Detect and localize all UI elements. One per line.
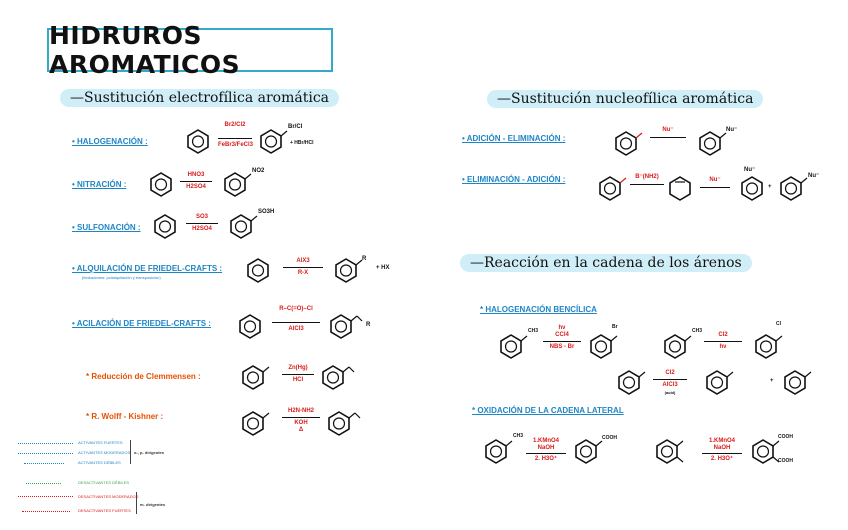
nitration-reagent-bottom: H2SO4 (186, 184, 206, 190)
elimination-addition-reagent2: Nu⁻ (709, 177, 721, 183)
benzylic-halogenation-label: * HALOGENACIÓN BENCÍLICA (480, 305, 597, 314)
side-chain-oxidation-label: * OXIDACIÓN DE LA CADENA LATERAL (472, 406, 624, 415)
legend-row: DESACTIVANTES DÉBILES (78, 480, 130, 485)
nitration-product: NO2 (252, 168, 265, 174)
sulfonation-label: • SULFONACIÓN : (72, 223, 141, 232)
toluene-icon (662, 333, 692, 359)
benzene-icon (245, 257, 271, 283)
wolff-kishner-label: * R. Wolff - Kishner : (86, 412, 164, 421)
clemmensen-label: * Reducción de Clemmensen : (86, 372, 201, 381)
sulfonation-reagent-top: SO3 (195, 214, 208, 220)
reaction-arrow (543, 341, 581, 342)
toluene-icon (498, 333, 528, 359)
plus-sign: + (768, 184, 772, 190)
chlorotoluene-icon (704, 369, 734, 395)
alkylation-reagent-bottom: R-X (297, 270, 309, 276)
oxidation-product: COOH (602, 435, 617, 441)
benzylic-r3-top: Cl2 (665, 370, 675, 376)
alkylation-label: • ALQUILACIÓN DE FRIEDEL-CRAFTS : (72, 264, 223, 273)
toluene-ch3: CH3 (528, 328, 539, 334)
page-title: HIDRUROS AROMATICOS (47, 28, 333, 72)
elimination-addition-label: • ELIMINACIÓN - ADICIÓN : (462, 175, 566, 184)
wolff-reagent-bottom: Δ (298, 427, 304, 433)
legend-structures (22, 508, 70, 512)
section-chain: —Reacción en la cadena de los árenos (460, 254, 752, 272)
aryl-halide-icon (597, 175, 623, 201)
elimination-addition-product1: Nu⁻ (744, 167, 756, 173)
alkylation-product: R (362, 256, 367, 262)
sulfonation-reagent-bottom: H2SO4 (192, 226, 212, 232)
addition-elimination-product: Nu⁻ (726, 127, 738, 133)
alkylation-reagent-top: AlX3 (296, 258, 310, 264)
acylbenzene-icon (328, 313, 364, 339)
benzoic-acid-icon (573, 438, 603, 464)
substituent-legend (18, 438, 166, 523)
legend-row: ACTIVANTES FUERTES (78, 440, 123, 445)
alkylation-note: (limitaciones: polialquilación y transposición) (82, 275, 161, 280)
acylation-reagent-bottom: AlCl3 (288, 326, 304, 332)
substituted-benzene-icon (778, 175, 804, 201)
reaction-arrow (704, 341, 742, 342)
reaction-arrow (180, 181, 212, 182)
nitrobenzene-icon (222, 171, 248, 197)
halogenation-product: Br/Cl (288, 124, 303, 130)
reaction-arrow (630, 184, 664, 185)
legend-bracket (136, 492, 139, 514)
sulfonation-product: SO3H (258, 209, 275, 215)
legend-row: DESACTIVANTES MODERADOS (78, 494, 139, 499)
legend-structures (18, 450, 73, 454)
clemmensen-reagent-bottom: HCl (292, 377, 304, 383)
halogenation-reagent-top: Br2/Cl2 (224, 122, 246, 128)
reaction-arrow (272, 322, 320, 323)
halogenation-reagent-bottom: FeBr3/FeCl3 (218, 142, 254, 148)
toluene-ch3: CH3 (692, 328, 703, 334)
nitration-reagent-top: HNO3 (187, 172, 205, 178)
substituted-benzene-icon (697, 130, 723, 156)
oxidation-reagent-top: 1.KMnO4 (708, 438, 735, 444)
legend-row: ACTIVANTES MODERADOS (78, 450, 131, 455)
benzene-icon (237, 313, 263, 339)
benzenesulfonic-acid-icon (228, 213, 254, 239)
reaction-arrow (700, 187, 730, 188)
benzylic-r3-bottom: AlCl3 (662, 382, 678, 388)
benzylic-r1-top: hν (558, 325, 566, 331)
benzylic-r2-bottom: hν (719, 344, 727, 350)
legend-row: DESACTIVANTES FUERTES (78, 508, 131, 513)
nitration-label: • NITRACIÓN : (72, 180, 127, 189)
benzene-icon (148, 171, 174, 197)
reaction-arrow (650, 137, 686, 138)
section-electrophilic: —Sustitución electrofílica aromática (60, 89, 339, 107)
legend-structures (18, 440, 73, 444)
reaction-arrow (702, 453, 742, 454)
clemmensen-reagent-top: Zn(Hg) (288, 365, 308, 371)
acylation-product: R (366, 322, 371, 328)
acylbenzene-icon (240, 364, 276, 390)
benzylic-r3-note: (acid) (664, 390, 676, 395)
op-directors-label: o-, p- dirigentes (134, 450, 164, 455)
chlorotoluene-icon (782, 369, 812, 395)
toluene-ch3: CH3 (513, 433, 524, 439)
reaction-arrow (282, 374, 314, 375)
reaction-arrow (526, 453, 566, 454)
oxidation-reagent-mid: NaOH (537, 445, 555, 451)
benzylic-r1-bottom: NBS - Br (549, 344, 575, 350)
benzyl-bromide-icon (588, 333, 618, 359)
oxidation-reagent-bottom: 2. H3O⁺ (710, 456, 734, 462)
legend-structures (26, 480, 61, 484)
benzyl-br: Br (612, 324, 618, 330)
aryl-halide-icon (613, 130, 639, 156)
wolff-reagent-top: H2N-NH2 (287, 408, 314, 414)
toluene-icon (616, 369, 646, 395)
m-directors-label: m- dirigentes (140, 502, 166, 507)
reaction-arrow (186, 223, 218, 224)
alkylbenzene-icon (320, 364, 356, 390)
acylbenzene-icon (240, 410, 276, 436)
alkylbenzene-icon (326, 410, 362, 436)
oxidation-product: COOH (778, 458, 793, 464)
reaction-arrow (282, 417, 320, 418)
reaction-arrow (218, 138, 252, 139)
alkylation-byproduct: + HX (376, 265, 390, 271)
toluene-icon (483, 438, 513, 464)
wolff-reagent-middle: KOH (294, 420, 308, 426)
elimination-addition-reagent1: B⁻(NH2) (635, 174, 659, 180)
benzene-icon (185, 128, 211, 154)
legend-structures (24, 460, 64, 464)
reaction-arrow (283, 267, 323, 268)
oxidation-reagent-bottom: 2. H3O⁺ (534, 456, 558, 462)
benzene-product-icon (258, 128, 284, 154)
alkylbenzene-icon (333, 257, 359, 283)
acylation-reagent-top: R–C(=O)–Cl (279, 306, 313, 312)
benzylic-r1-mid: CCl4 (555, 332, 569, 338)
elimination-addition-product2: Nu⁻ (808, 173, 820, 179)
xylene-icon (654, 438, 684, 464)
oxidation-product: COOH (778, 434, 793, 440)
substituted-benzene-icon (739, 175, 765, 201)
halogenation-label: • HALOGENACIÓN : (72, 137, 148, 146)
legend-row: ACTIVANTES DÉBILES (78, 460, 121, 465)
benzene-icon (152, 213, 178, 239)
addition-elimination-reagent: Nu⁻ (662, 127, 674, 133)
section-nucleophilic: —Sustitución nucleofílica aromática (487, 90, 763, 108)
benzyl-cl: Cl (776, 321, 781, 327)
benzylic-r2-top: Cl2 (718, 332, 728, 338)
plus-sign: + (770, 378, 774, 384)
legend-bracket (130, 440, 133, 464)
oxidation-reagent-top: 1.KMnO4 (532, 438, 559, 444)
phthalic-acid-icon (750, 438, 780, 464)
halogenation-byproduct: + HBr/HCl (290, 140, 314, 146)
benzyl-chloride-icon (753, 333, 783, 359)
reaction-arrow (653, 379, 687, 380)
benzyne-icon (667, 175, 693, 201)
addition-elimination-label: • ADICIÓN - ELIMINACIÓN : (462, 134, 566, 143)
oxidation-reagent-mid: NaOH (713, 445, 731, 451)
legend-structures (18, 493, 73, 497)
acylation-label: • ACILACIÓN DE FRIEDEL-CRAFTS : (72, 319, 211, 328)
